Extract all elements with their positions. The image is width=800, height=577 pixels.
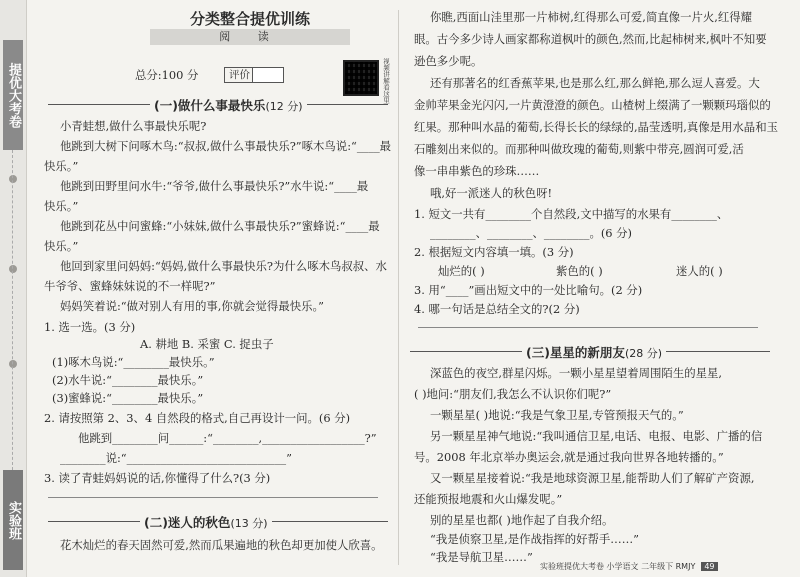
paragraph: 他跳到花丛中问蜜蜂:“小妹妹,做什么事最快乐?”蜜蜂说:“____最 <box>60 219 380 233</box>
paragraph: 还能预报地震和火山爆发呢。” <box>414 492 563 506</box>
paragraph: 还有那著名的红香蕉苹果,也是那么红,那么鲜艳,那么逗人喜爱。大 <box>430 76 760 90</box>
page-number: 49 <box>701 562 717 571</box>
total-score: 总分:100 分 <box>135 68 199 82</box>
answer-line[interactable] <box>418 327 758 328</box>
question-4: 4. 哪一句话是总结全文的?(2 分) <box>414 302 580 316</box>
question-3: 3. 用“____”画出短文中的一处比喻句。(2 分) <box>414 283 643 297</box>
question-1-item[interactable]: (1)啄木鸟说:“________最快乐。” <box>52 355 215 369</box>
question-2: 2. 请按照第 2、3、4 自然段的格式,自己再设计一问。(6 分) <box>44 411 351 425</box>
paragraph: 又一颗星星接着说:“我是地球资源卫星,能帮助人们了解矿产资源, <box>430 471 755 485</box>
paragraph: 号。2008 年北京举办奥运会,就是通过我向世界各地转播的。” <box>414 450 724 464</box>
fill-item[interactable]: 紫色的( ) <box>556 264 603 278</box>
section-1-title: (一)做什么事最快乐(12 分) <box>150 96 307 114</box>
score-box[interactable] <box>224 67 284 83</box>
question-3: 3. 读了青蛙妈妈说的话,你懂得了什么?(3 分) <box>44 471 271 485</box>
paragraph: 他跳到田野里问水牛:“爷爷,做什么事最快乐?”水牛说:“____最 <box>60 179 369 193</box>
score-cell[interactable] <box>252 68 283 82</box>
question-1[interactable]: 1. 短文一共有________个自然段,文中描写的水果有________、 <box>414 207 729 221</box>
paragraph[interactable]: ( )地问:“朋友们,我怎么不认识你们呢?” <box>414 387 612 401</box>
fill-item[interactable]: 灿烂的( ) <box>438 264 485 278</box>
paragraph: 牛爷爷、蜜蜂妹妹说的不一样呢?” <box>44 279 216 293</box>
question-2-answer-line[interactable]: ________说:“____________________________” <box>60 451 292 465</box>
question-2: 2. 根据短文内容填一填。(3 分) <box>414 245 574 259</box>
score-label: 评价 <box>229 69 250 81</box>
paragraph: 快乐。” <box>44 199 79 213</box>
section-band: 阅 读 <box>150 29 350 45</box>
paragraph: 花木灿烂的春天固然可爱,然而瓜果遍地的秋色却更加使人欣喜。 <box>60 538 383 552</box>
binding-strip <box>0 0 27 577</box>
paragraph: 红果。那种叫水晶的葡萄,长得长长的绿绿的,晶莹透明,真像是用水晶和玉 <box>414 120 778 134</box>
fill-item[interactable]: 迷人的( ) <box>676 264 723 278</box>
brand-label-bottom: 实验班 <box>3 470 23 570</box>
paragraph: 你瞧,西面山洼里那一片柿树,红得那么可爱,简直像一片火,红得耀 <box>430 10 753 24</box>
qr-code-icon[interactable] <box>343 60 379 96</box>
section-2-title: (二)迷人的秋色(13 分) <box>140 513 272 531</box>
paragraph: 妈妈笑着说:“做对别人有用的事,你就会觉得最快乐。” <box>60 299 324 313</box>
paragraph: “我是侦察卫星,是作战指挥的好帮手……” <box>430 532 639 546</box>
question-1-item[interactable]: (2)水牛说:“________最快乐。” <box>52 373 204 387</box>
paragraph[interactable]: 别的星星也都( )地作起了自我介绍。 <box>430 513 614 527</box>
column-divider <box>398 10 399 565</box>
paragraph: 石雕刻出来似的。而那种叫做玫瑰的葡萄,则紫中带亮,圆润可爱,活 <box>414 142 744 156</box>
page-title: 分类整合提优训练 <box>189 10 310 28</box>
paragraph: 另一颗星星神气地说:“我叫通信卫星,电话、电报、电影、广播的信 <box>430 429 763 443</box>
paragraph: 眼。古今多少诗人画家都称道枫叶的颜色,然而,比起柿树来,枫叶不知要 <box>414 32 767 46</box>
answer-line[interactable] <box>48 497 378 498</box>
brand-label: 提优大考卷 <box>3 40 23 150</box>
paragraph: 小青蛙想,做什么事最快乐呢? <box>60 119 207 133</box>
paragraph: 快乐。” <box>44 159 79 173</box>
paragraph: 金帅苹果金光闪闪,一片黄澄澄的颜色。山楂树上缀满了一颗颗玛瑙似的 <box>414 98 771 112</box>
question-1-item[interactable]: (3)蜜蜂说:“________最快乐。” <box>52 391 204 405</box>
question-2-answer-line[interactable]: 他跳到________问______:“________,__________________?” <box>78 431 377 445</box>
question-1-options: A. 耕地 B. 采蜜 C. 捉虫子 <box>140 337 274 351</box>
footer-text: 实验班提优大考卷 小学语文 二年级下 RMJY <box>540 562 696 571</box>
paragraph: “我是导航卫星……” <box>430 550 533 564</box>
paragraph: 他跳到大树下问啄木鸟:“叔叔,做什么事最快乐?”啄木鸟说:“____最 <box>60 139 392 153</box>
paragraph[interactable]: 一颗星星( )地说:“我是气象卫星,专管预报天气的。” <box>430 408 684 422</box>
question-1-cont[interactable]: ________、________、________。(6 分) <box>430 226 633 240</box>
paragraph: 快乐。” <box>44 239 79 253</box>
paragraph: 哦,好一派迷人的秋色呀! <box>430 186 553 200</box>
qr-caption: 视频讲解看这里 <box>382 58 390 104</box>
paragraph: 像一串串紫色的珍珠…… <box>414 164 540 178</box>
question-1: 1. 选一选。(3 分) <box>44 320 136 334</box>
section-3-title: (三)星星的新朋友(28 分) <box>522 343 666 361</box>
paragraph: 深蓝色的夜空,群星闪烁。一颗小星星望着周围陌生的星星, <box>430 366 723 380</box>
paragraph: 逊色多少呢。 <box>414 54 483 68</box>
page-footer <box>540 561 718 572</box>
paragraph: 他回到家里问妈妈:“妈妈,做什么事最快乐?为什么啄木鸟叔叔、水 <box>60 259 387 273</box>
cut-line <box>12 150 14 470</box>
